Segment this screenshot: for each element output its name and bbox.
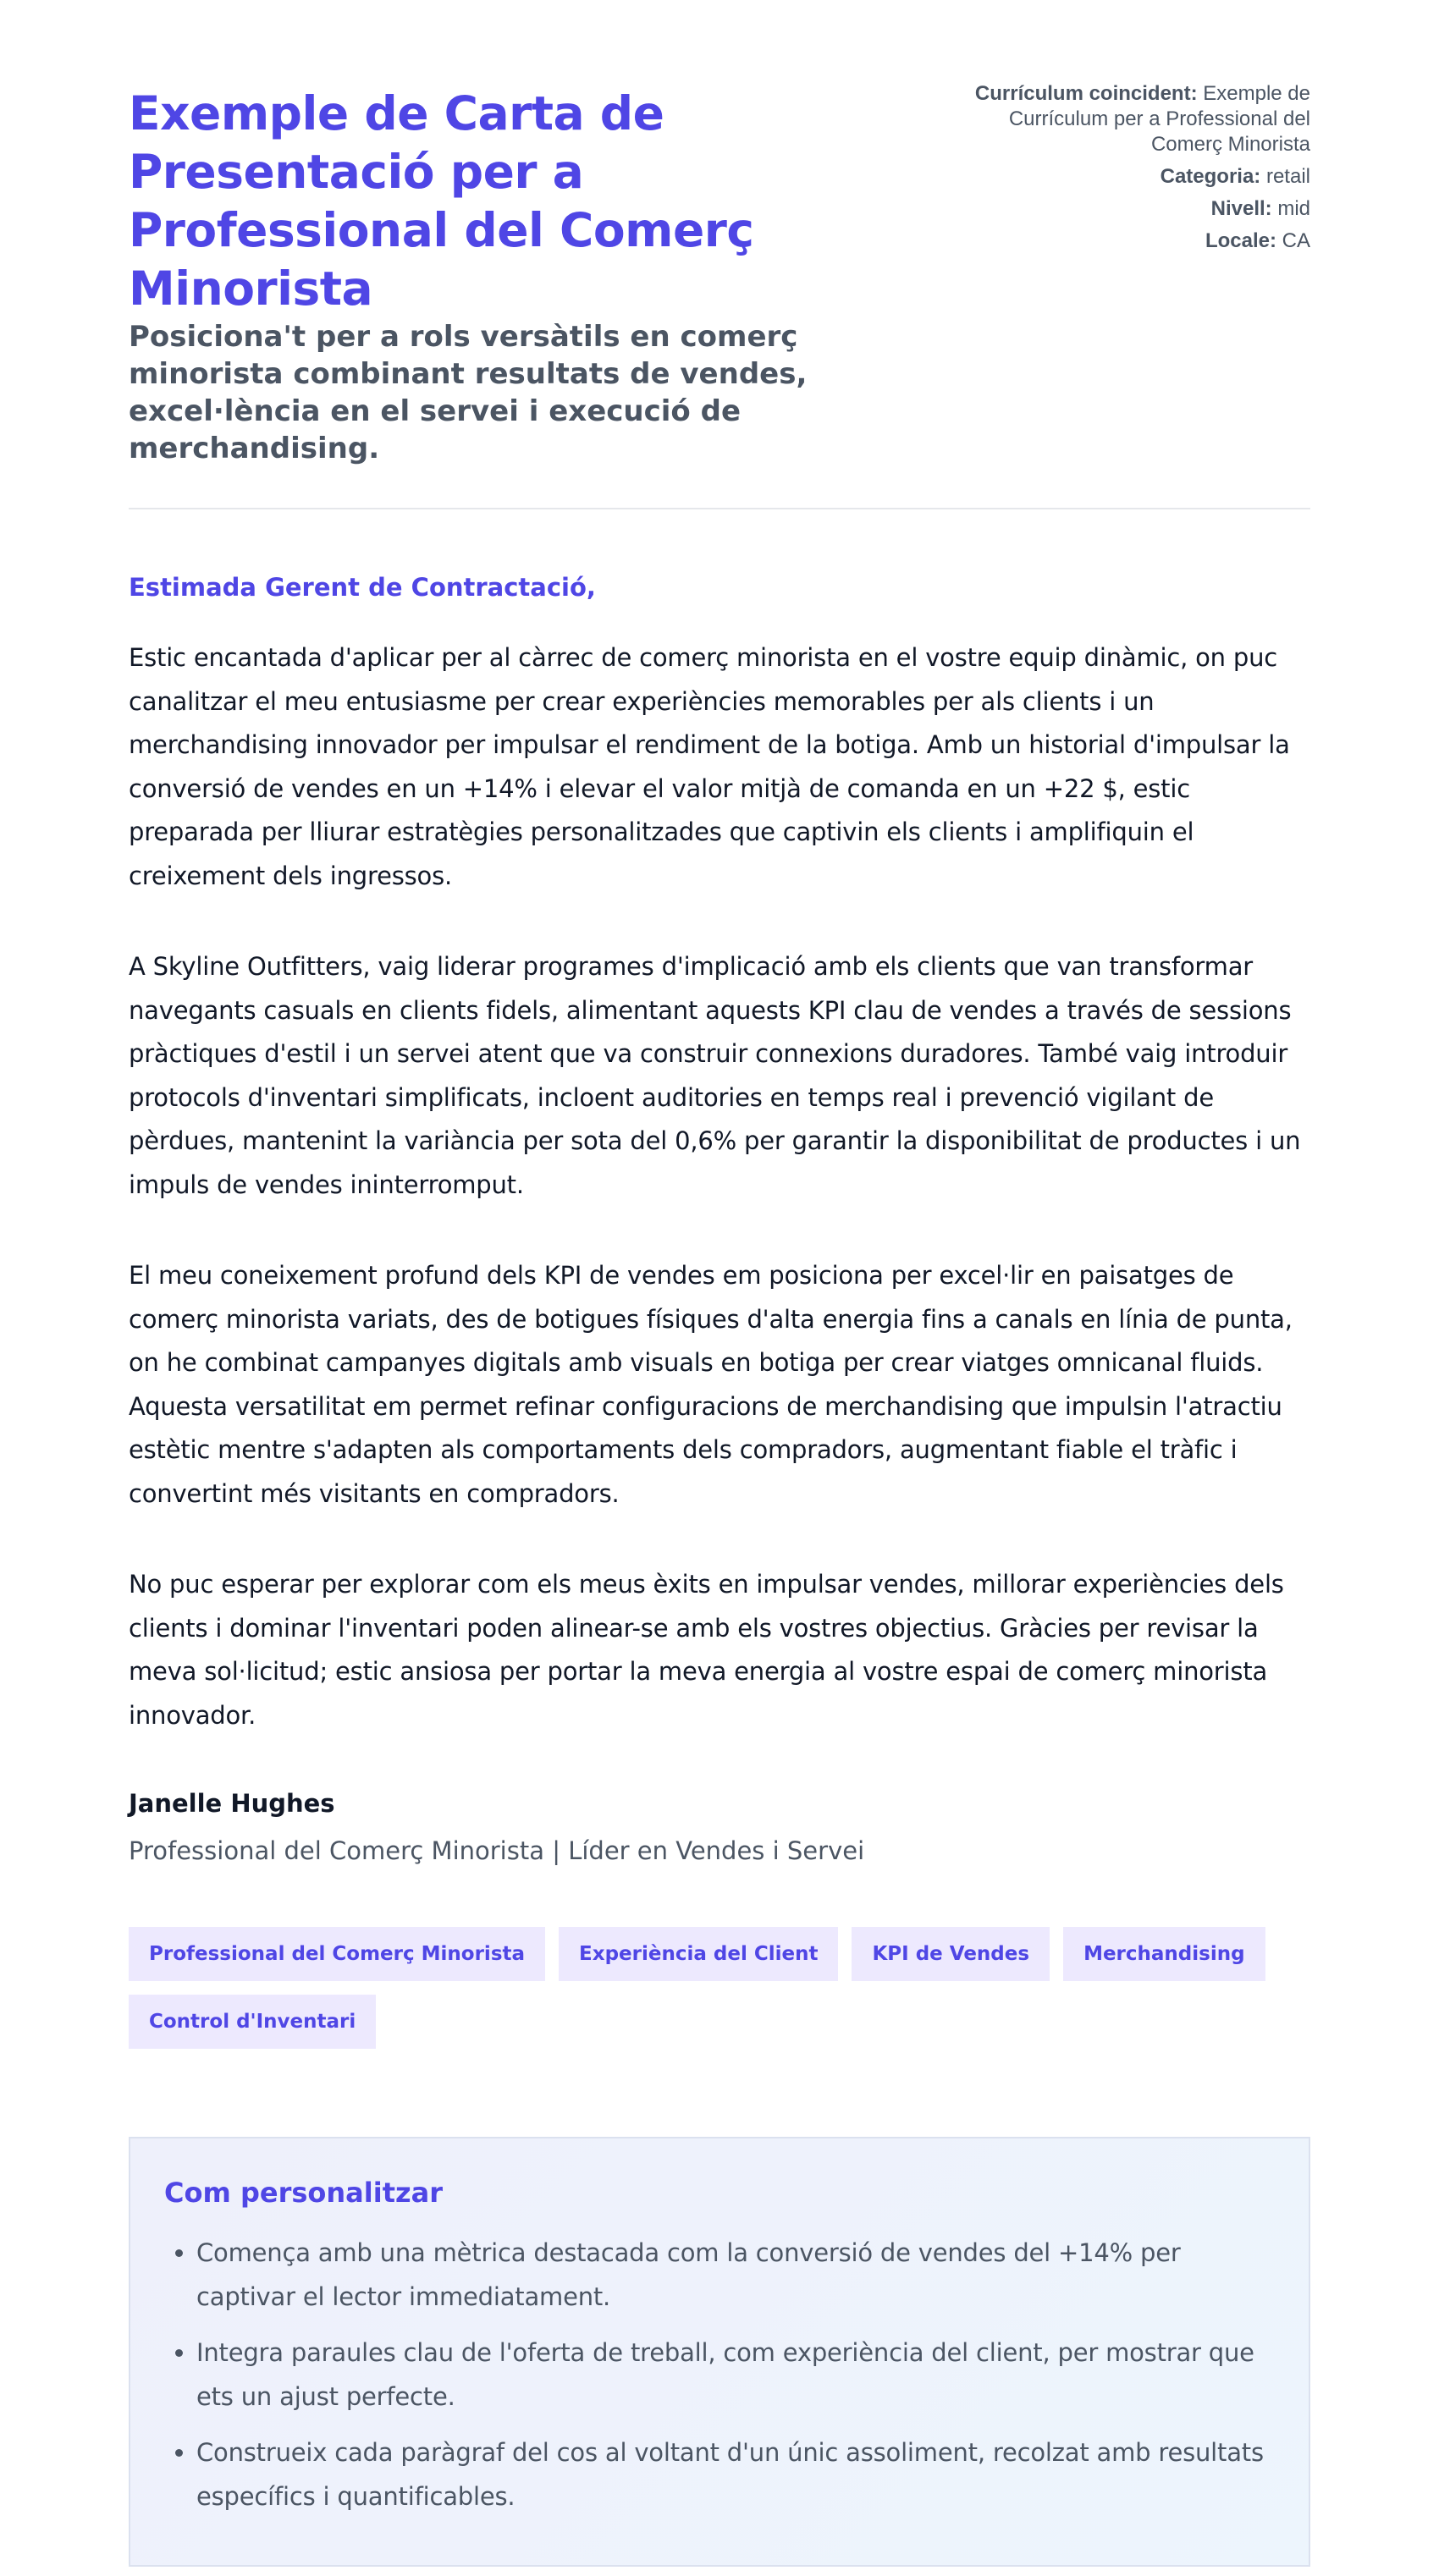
meta-level-label: Nivell: [1210, 197, 1272, 220]
tag: Professional del Comerç Minorista [129, 1927, 545, 1981]
signature-block [129, 1788, 1310, 1868]
meta-category-value: retail [1265, 165, 1310, 188]
meta-resume-value: Exemple de Currículum per a Professional del Comerç Minorista [1008, 82, 1310, 156]
meta-panel [955, 81, 1310, 261]
header-left [129, 85, 916, 467]
letter-paragraph: A Skyline Outfitters, vaig liderar programes d'implicació amb els clients que van transformar navegants casuals en clients fidels, alimentant aquests KPI clau de vendes a través de sessions pràctiques d'estil i un servei atent que va construir connexions duradores. També vaig introduir protocols d'inventari simplificats, incloent auditories en temps real i prevenció vigilant de pèrdues, mantenint la variància per sota del 0,6% per garantir la disponibilitat de productes i un impuls de vendes ininterromput. [129, 952, 1301, 1199]
meta-category-label: Categoria: [1160, 165, 1261, 188]
signature-name: Janelle Hughes [129, 1789, 335, 1818]
letter-paragraph: Estic encantada d'aplicar per al càrrec de comerç minorista en el vostre equip dinàmic, on puc canalitzar el meu entusiasme per crear experiències memorables per als clients i un merchandising innovador per impulsar el rendiment de la botiga. Amb un historial d'impulsar la conversió de vendes en un +14% i elevar el valor mitjà de comanda en un +22 $, estic preparada per lliurar estratègies personalitzades que captivin els clients i amplifiquin el creixement dels ingressos. [129, 643, 1290, 890]
tips-title: Com personalitzar [164, 2177, 443, 2209]
meta-resume [955, 81, 1310, 157]
tip-item: • Integra paraules clau de l'oferta de treball, com experiència del client, per mostrar que ets un ajust perfecte. [196, 2331, 1275, 2419]
tag: KPI de Vendes [852, 1927, 1050, 1981]
meta-level [955, 196, 1310, 222]
meta-locale [955, 228, 1310, 254]
header [129, 82, 1310, 467]
letter-paragraph: El meu coneixement profund dels KPI de vendes em posiciona per excel·lir en paisatges de comerç minorista variats, des de botigues físiques d'alta energia fins a canals en línia de punta, on he combinat campanyes digitals amb visuals en botiga per crear viatges omnicanal fluids. Aquesta versatilitat em permet refinar configuracions de merchandising que impulsin l'atractiu estètic mentre s'adapten als comportaments dels compradors, augmentant fiable el tràfic i convertint més visitants en compradors. [129, 1261, 1293, 1508]
salutation: Estimada Gerent de Contractació, [129, 573, 596, 602]
letter-body [129, 636, 1310, 1737]
letter-paragraph: No puc esperar per explorar com els meus èxits en impulsar vendes, millorar experiències dels clients i dominar l'inventari poden alinear-se amb els vostres objectius. Gràcies per revisar la meva sol·licitud; estic ansiosa per portar la meva energia al vostre espai de comerç minorista innovador. [129, 1570, 1284, 1730]
customization-tips-box [129, 2137, 1310, 2567]
signature-title: Professional del Comerç Minorista | Líder en Vendes i Servei [129, 1836, 865, 1865]
page-subtitle: Posiciona't per a rols versàtils en comerç minorista combinant resultats de vendes, excel·lència en el servei i execució de merchandising. [129, 320, 808, 465]
tip-item: • Comença amb una mètrica destacada com la conversió de vendes del +14% per captivar el lector immediatament. [196, 2232, 1275, 2319]
meta-resume-label: Currículum coincident: [974, 82, 1198, 105]
tag: Experiència del Client [559, 1927, 838, 1981]
meta-locale-value: CA [1282, 229, 1310, 252]
tag: Merchandising [1063, 1927, 1265, 1981]
tips-list [164, 2232, 1275, 2518]
header-divider [129, 508, 1310, 509]
meta-level-value: mid [1277, 197, 1310, 220]
tag: Control d'Inventari [129, 1995, 376, 2049]
page-title: Exemple de Carta de Presentació per a Professional del Comerç Minorista [129, 86, 754, 316]
tip-item: • Construeix cada paràgraf del cos al voltant d'un únic assoliment, recolzat amb resultats específics i quantificables. [196, 2431, 1275, 2518]
tag-list [129, 1927, 1314, 2049]
meta-category [955, 164, 1310, 190]
meta-locale-label: Locale: [1205, 229, 1276, 252]
